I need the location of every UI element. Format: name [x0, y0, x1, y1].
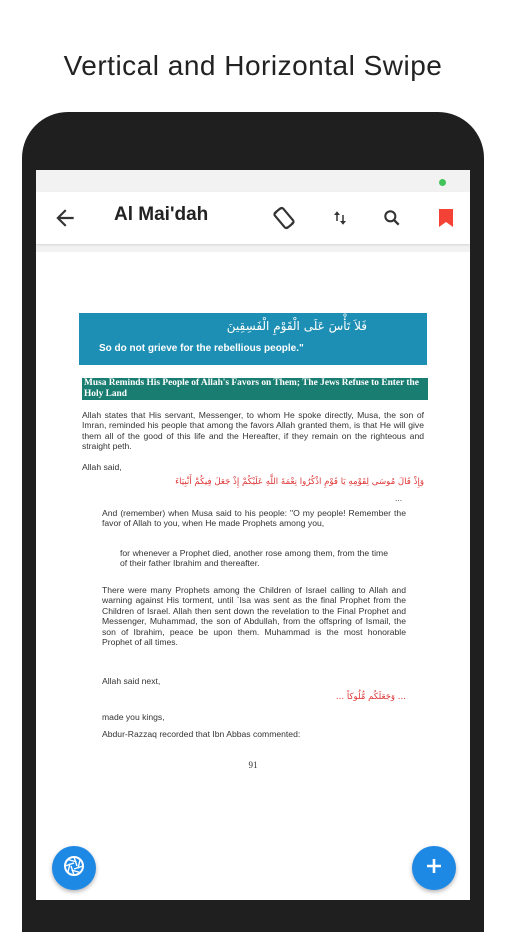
aperture-icon	[62, 854, 86, 882]
paragraph-intro: Allah states that His servant, Messenger, to whom He spoke directly, Musa, the son of Imran, reminded his people that among the favors Allah granted them, is that He will give them all of the good of this life and the Hereafter, if they remain on the righteous and straight peth.	[82, 410, 424, 452]
aperture-button[interactable]	[52, 846, 96, 890]
arabic-verse-1: وَإِذْ قَالَ مُوسَى لِقَوْمِهِ يَا قَوْمِ اذْكُرُوا نِعْمَةَ اللَّهِ عَلَيْكُمْ إِذْ جَعَلَ فِيكُمْ أَنْبِيَاءَ	[175, 477, 424, 487]
banner-arabic-verse: فَلاَ تَأْسَ عَلَى الْقَوْمِ الْفَسِقِينَ	[226, 319, 367, 333]
allah-said-label: Allah said,	[82, 462, 122, 472]
paragraph-remember: And (remember) when Musa said to his people: "O my people! Remember the favor of Allah to you, when He made Prophets among you,	[102, 508, 406, 529]
plus-icon	[424, 856, 444, 880]
back-arrow-icon[interactable]	[52, 205, 78, 231]
banner-translation: So do not grieve for the rebellious people."	[99, 343, 304, 354]
verse-banner	[79, 313, 427, 365]
allah-said-next-label: Allah said next,	[102, 676, 161, 686]
arabic-verse-2: ... وَجَعَلَكُم مُّلُوكاً ...	[335, 692, 406, 702]
page-title: Al Mai'dah	[114, 204, 209, 225]
paragraph-abdur-razzaq: Abdur-Razzaq recorded that Ibn Abbas commented:	[102, 729, 301, 739]
section-heading: Musa Reminds His People of Allah's Favors on Them; The Jews Refuse to Enter the Holy Land	[82, 378, 428, 400]
promo-headline: Vertical and Horizontal Swipe	[63, 50, 443, 81]
paragraph-prophets-quote: for whenever a Prophet died, another rose among them, from the time of their father Ibrahim and thereafter.	[120, 548, 388, 569]
status-indicator	[439, 179, 446, 186]
paragraph-kings: made you kings,	[102, 712, 165, 722]
search-icon[interactable]	[378, 204, 406, 232]
bookmark-icon[interactable]	[432, 204, 460, 232]
add-button[interactable]	[412, 846, 456, 890]
book-page	[36, 252, 470, 900]
page-number: 91	[248, 760, 258, 770]
swap-vertical-icon[interactable]	[326, 204, 354, 232]
app-bar	[36, 192, 470, 244]
app-screen	[36, 170, 470, 900]
screen-rotation-icon[interactable]	[270, 204, 298, 232]
paragraph-prophets: There were many Prophets among the Children of Israel calling to Allah and warning against His torment, until `Isa was sent as the final Prophet from the Children of Israel. Allah then sent down the revelation to the Final Prophet and Messenger, Muhammad, the son of Abdullah, from the offspring of Ismail, the son of Ibrahim, peace be upon them. Muhammad is the most honorable Prophet of all times.	[102, 585, 406, 648]
ellipsis: ...	[395, 493, 403, 503]
